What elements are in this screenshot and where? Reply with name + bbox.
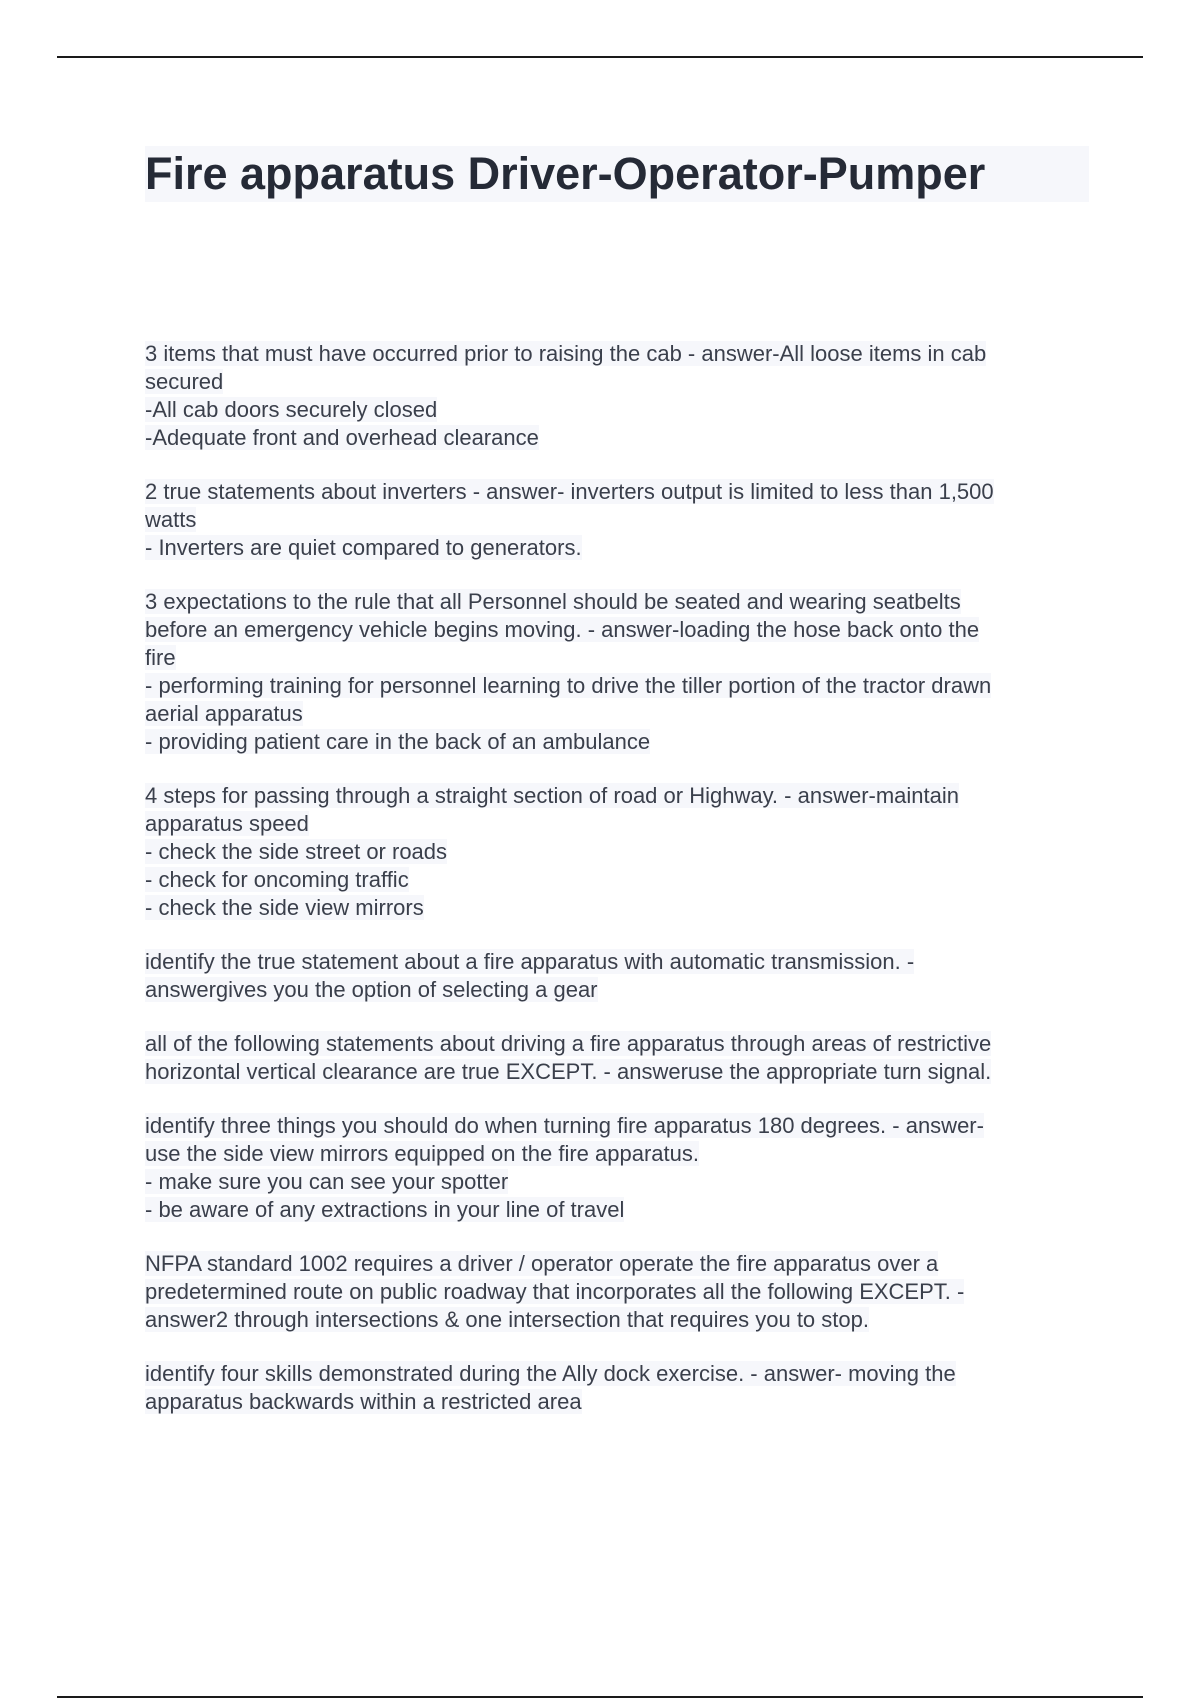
qa-line-text: aerial apparatus [145,701,303,726]
qa-line [145,894,1095,922]
qa-line [145,866,1095,894]
qa-line [145,1250,1095,1278]
bottom-rule [57,1696,1143,1698]
qa-line [145,672,1095,700]
top-rule [57,56,1143,58]
qa-line [145,1112,1095,1140]
qa-line [145,1388,1095,1416]
qa-line-text: before an emergency vehicle begins moving. - answer-loading the hose back onto the [145,617,980,642]
qa-line-text: -All cab doors securely closed [145,397,438,422]
qa-entry [145,340,1095,452]
qa-line [145,782,1095,810]
qa-line-text: predetermined route on public roadway that incorporates all the following EXCEPT. - [145,1279,965,1304]
qa-entry [145,1030,1095,1086]
qa-line-text: fire [145,645,176,670]
qa-line-text: apparatus backwards within a restricted area [145,1389,582,1414]
qa-line-text: secured [145,369,224,394]
qa-line [145,396,1095,424]
qa-line [145,810,1095,838]
qa-line [145,1168,1095,1196]
qa-line-text: - providing patient care in the back of an ambulance [145,729,651,754]
qa-line [145,976,1095,1004]
qa-line-text: - Inverters are quiet compared to generators. [145,535,582,560]
qa-entry [145,1112,1095,1224]
qa-line-text: - check the side view mirrors [145,895,424,920]
qa-line [145,1360,1095,1388]
qa-line [145,588,1095,616]
title-block [145,146,1089,202]
qa-line [145,340,1095,368]
qa-line-text: 3 items that must have occurred prior to raising the cab - answer-All loose items in cab [145,341,987,366]
qa-line-text: answer2 through intersections & one intersection that requires you to stop. [145,1307,869,1332]
qa-entry [145,1250,1095,1334]
qa-entry [145,948,1095,1004]
qa-entry [145,588,1095,756]
qa-line-text: -Adequate front and overhead clearance [145,425,539,450]
qa-line-text: apparatus speed [145,811,309,836]
qa-line [145,948,1095,976]
qa-line [145,1278,1095,1306]
qa-line-text: NFPA standard 1002 requires a driver / operator operate the fire apparatus over a [145,1251,939,1276]
qa-line [145,424,1095,452]
qa-line-text: identify four skills demonstrated during the Ally dock exercise. - answer- moving the [145,1361,956,1386]
qa-line-text: 4 steps for passing through a straight section of road or Highway. - answer-maintain [145,783,959,808]
qa-line-text: - performing training for personnel learning to drive the tiller portion of the tractor drawn [145,673,992,698]
qa-line [145,1140,1095,1168]
qa-line-text: - be aware of any extractions in your line of travel [145,1197,625,1222]
qa-line [145,368,1095,396]
qa-line [145,534,1095,562]
qa-line-text: - make sure you can see your spotter [145,1169,509,1194]
qa-entry [145,1360,1095,1416]
qa-line [145,700,1095,728]
qa-line [145,478,1095,506]
qa-line-text: - check for oncoming traffic [145,867,409,892]
qa-line [145,838,1095,866]
qa-line-text: use the side view mirrors equipped on the fire apparatus. [145,1141,699,1166]
qa-line-text: identify the true statement about a fire apparatus with automatic transmission. - [145,949,915,974]
qa-line [145,506,1095,534]
qa-line [145,1196,1095,1224]
qa-line [145,1030,1095,1058]
page-title: Fire apparatus Driver-Operator-Pumper [145,148,986,199]
qa-entry [145,478,1095,562]
qa-line [145,728,1095,756]
qa-line [145,1058,1095,1086]
qa-line [145,616,1095,644]
qa-line-text: watts [145,507,197,532]
qa-line [145,644,1095,672]
qa-line-text: - check the side street or roads [145,839,448,864]
qa-line-text: identify three things you should do when turning fire apparatus 180 degrees. - answer- [145,1113,984,1138]
qa-line [145,1306,1095,1334]
qa-line-text: horizontal vertical clearance are true EXCEPT. - answeruse the appropriate turn signal. [145,1059,992,1084]
qa-line-text: all of the following statements about driving a fire apparatus through areas of restrictive [145,1031,992,1056]
qa-line-text: 3 expectations to the rule that all Personnel should be seated and wearing seatbelts [145,589,961,614]
qa-entry [145,782,1095,922]
qa-line-text: answergives you the option of selecting a gear [145,977,598,1002]
qa-list [145,340,1095,1442]
qa-line-text: 2 true statements about inverters - answer- inverters output is limited to less than 1,500 [145,479,994,504]
